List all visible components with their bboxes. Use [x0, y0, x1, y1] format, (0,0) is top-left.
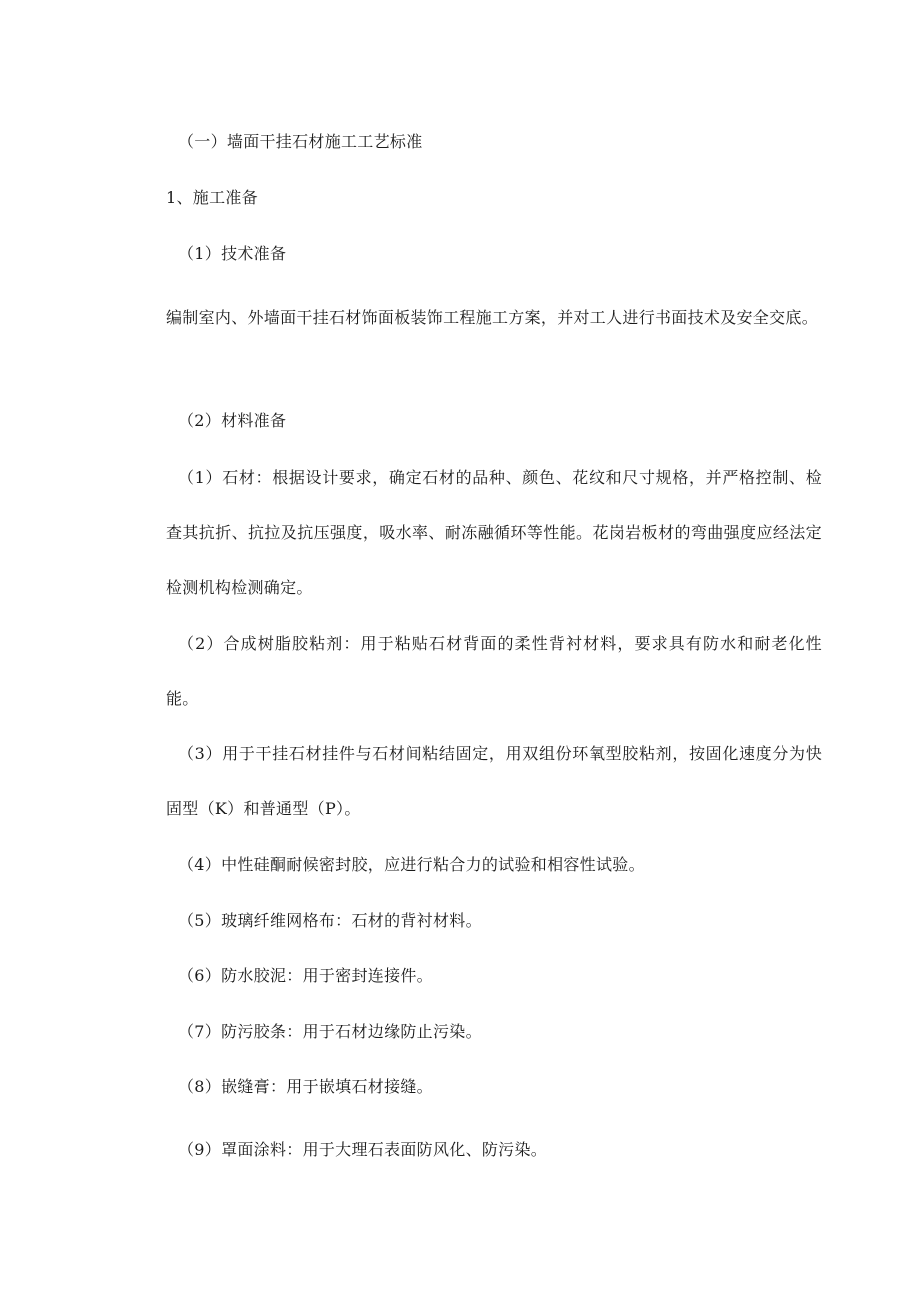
item-antifouling-strip: （7）防污胶条：用于石材边缘防止污染。 [178, 1022, 482, 1041]
item-silicone-sealant: （4）中性硅酮耐候密封胶，应进行粘合力的试验和相容性试验。 [178, 855, 645, 874]
item-stone: （1）石材：根据设计要求，确定石材的品种、颜色、花纹和尺寸规格，并严格控制、检查其抗折、抗拉及抗压强度，吸水率、耐冻融循环等性能。花岗岩板材的弯曲强度应经法定检测机构检测确定。 [166, 468, 822, 597]
subheading-material-prep: （2）材料准备 [178, 411, 287, 430]
item-resin-adhesive: （2）合成树脂胶粘剂：用于粘贴石材背面的柔性背衬材料，要求具有防水和耐老化性能。 [166, 634, 822, 708]
paragraph-technical-prep: 编制室内、外墙面干挂石材饰面板装饰工程施工方案，并对工人进行书面技术及安全交底。 [166, 308, 819, 327]
section-title: （一）墙面干挂石材施工工艺标准 [178, 132, 423, 151]
item-fiberglass-mesh: （5）玻璃纤维网格布：石材的背衬材料。 [178, 911, 482, 930]
heading-construction-prep: 1、施工准备 [166, 188, 258, 207]
item-joint-compound: （8）嵌缝膏：用于嵌填石材接缝。 [178, 1077, 433, 1096]
item-coating: （9）罩面涂料：用于大理石表面防风化、防污染。 [178, 1140, 548, 1159]
subheading-technical-prep: （1）技术准备 [178, 244, 287, 263]
item-waterproof-putty: （6）防水胶泥：用于密封连接件。 [178, 966, 433, 985]
item-epoxy-adhesive: （3）用于干挂石材挂件与石材间粘结固定，用双组份环氧型胶粘剂，按固化速度分为快固型（K）和普通型（P）。 [166, 744, 822, 818]
